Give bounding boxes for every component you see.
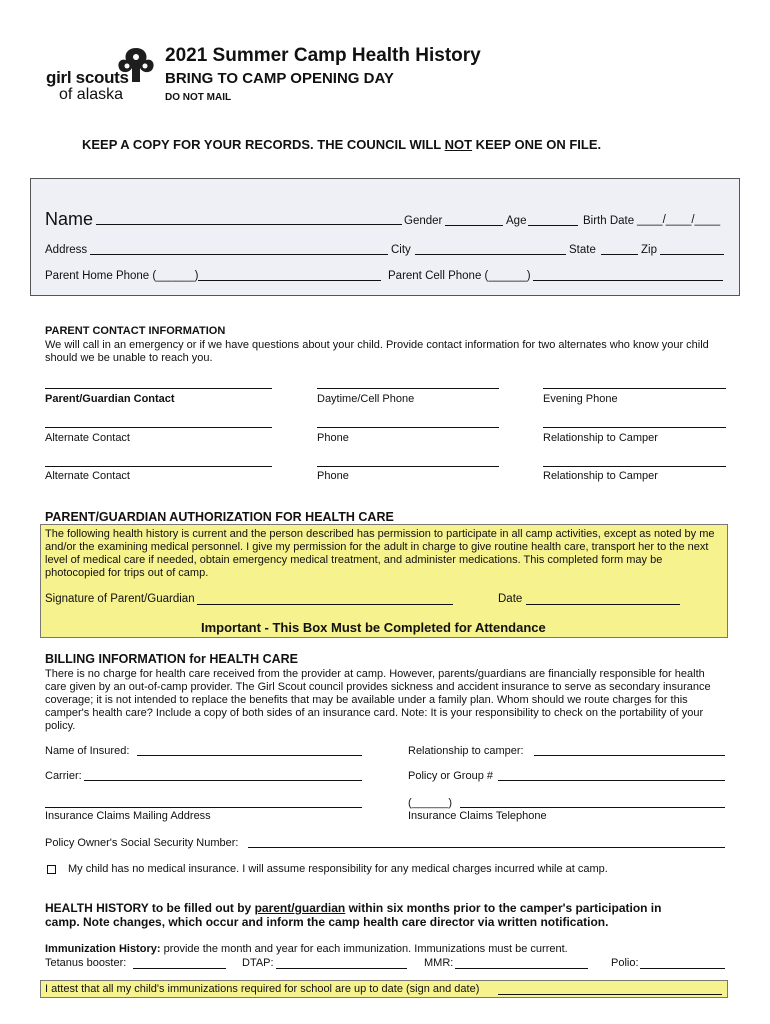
dtap-label: DTAP: <box>242 957 274 969</box>
claims-phone-field[interactable] <box>460 796 725 808</box>
contact-field-3-2[interactable] <box>317 455 499 467</box>
attest-signature-field[interactable] <box>498 983 722 995</box>
billing-text: There is no charge for health care received from the provider at camp. However, parents/guardians are financially responsible for health care given by an out-of-camp provider. The Girl Scout council provides sickness and accident insurance to serve as secondary insurance coverage; it is not intended to replace the benefits that may be available under a family plan. Whom should we route charges for this camper's health care? Include a copy of both sides of an insurance card. Note: It is your responsibility to check on the portability of your policy. <box>45 668 711 732</box>
mmr-field[interactable] <box>455 957 588 969</box>
polio-label: Polio: <box>611 957 639 969</box>
city-label: City <box>391 244 411 256</box>
carrier-field[interactable] <box>84 769 362 781</box>
contact-label-3-1: Alternate Contact <box>45 470 130 482</box>
health-text-b: parent/guardian <box>254 901 346 915</box>
billing-heading: BILLING INFORMATION for HEALTH CARE <box>45 652 298 666</box>
contact-field-2-2[interactable] <box>317 416 499 428</box>
contact-label-3-2: Phone <box>317 470 349 482</box>
contact-label-1-3: Evening Phone <box>543 393 618 405</box>
gender-label: Gender <box>404 215 443 227</box>
birth-date-field[interactable]: ____/____/____ <box>637 214 721 226</box>
ssn-label: Policy Owner's Social Security Number: <box>45 837 239 849</box>
logo-line1: girl scouts <box>46 68 129 87</box>
ssn-field[interactable] <box>248 836 725 848</box>
phone-prefix: (______) <box>408 797 453 809</box>
birth-date-label: Birth Date <box>583 215 635 227</box>
logo <box>44 44 156 104</box>
contact-field-2-1[interactable] <box>45 416 272 428</box>
home-phone-label: Parent Home Phone (______) <box>45 270 199 282</box>
no-insurance-label: My child has no medical insurance. I will assume responsibility for any medical charges incurred while at camp. <box>68 863 608 875</box>
immunization-label: Immunization History: <box>45 943 161 955</box>
health-text-c: within six months prior to the camper's participation in <box>345 901 662 915</box>
state-label: State <box>569 244 596 256</box>
contact-field-3-3[interactable] <box>543 455 726 467</box>
insured-label: Name of Insured: <box>45 745 130 757</box>
health-heading-line2: camp. Note changes, which occur and inform the camp health care director via written notification. <box>45 915 609 929</box>
address-label: Address <box>45 244 88 256</box>
contact-heading: PARENT CONTACT INFORMATION <box>45 325 226 337</box>
mailing-address-label: Insurance Claims Mailing Address <box>45 810 211 822</box>
claims-phone-label: Insurance Claims Telephone <box>408 810 547 822</box>
auth-date-field[interactable] <box>526 592 680 605</box>
contact-field-1-1[interactable] <box>45 377 272 389</box>
notice-text-a: KEEP A COPY FOR YOUR RECORDS. THE COUNCIL WILL <box>82 137 445 152</box>
zip-field[interactable] <box>660 243 724 255</box>
contact-label-1-1: Parent/Guardian Contact <box>45 393 175 405</box>
auth-date-label: Date <box>498 593 523 605</box>
tetanus-field[interactable] <box>133 957 226 969</box>
immunization-history <box>45 943 568 955</box>
gender-field[interactable] <box>445 214 503 226</box>
contact-label-2-2: Phone <box>317 432 349 444</box>
cell-phone-label: Parent Cell Phone (______) <box>388 270 531 282</box>
carrier-label: Carrier: <box>45 770 82 782</box>
do-not-mail-note: DO NOT MAIL <box>165 92 232 103</box>
relationship-field[interactable] <box>534 744 725 756</box>
cell-phone-field[interactable] <box>533 269 723 281</box>
page-title: 2021 Summer Camp Health History <box>165 45 481 66</box>
zip-label: Zip <box>641 244 657 256</box>
mmr-label: MMR: <box>424 957 454 969</box>
immunization-text: provide the month and year for each immunization. Immunizations must be current. <box>160 943 568 955</box>
mailing-address-field[interactable] <box>45 796 362 808</box>
contact-field-1-3[interactable] <box>543 377 726 389</box>
age-label: Age <box>506 215 527 227</box>
auth-text: The following health history is current and the person described has permission to participate in all camp activities, except as noted by me and/or the examining medical personnel. I give my permission for the adult in charge to give routine health care, transport her to the next level of medical care if needed, obtain emergency medical treatment, and administer medications. This completed form may be photocopied for trips out of camp. <box>45 528 715 579</box>
policy-field[interactable] <box>498 769 725 781</box>
state-field[interactable] <box>601 243 638 255</box>
insured-field[interactable] <box>137 744 362 756</box>
contact-desc: We will call in an emergency or if we have questions about your child. Provide contact information for two alternates who know your child should we be unable to reach you. <box>45 339 709 364</box>
contact-label-2-3: Relationship to Camper <box>543 432 658 444</box>
health-text-a: HEALTH HISTORY to be filled out by <box>45 901 255 915</box>
attest-label: I attest that all my child's immunizations required for school are up to date (sign and date) <box>45 983 480 995</box>
address-field[interactable] <box>90 243 388 255</box>
relationship-label: Relationship to camper: <box>408 745 524 757</box>
name-label: Name <box>45 209 94 229</box>
health-heading-line1 <box>45 901 661 915</box>
page-subtitle: BRING TO CAMP OPENING DAY <box>165 70 394 87</box>
contact-label-1-2: Daytime/Cell Phone <box>317 393 415 405</box>
contact-field-2-3[interactable] <box>543 416 726 428</box>
name-field[interactable] <box>96 212 402 225</box>
tetanus-label: Tetanus booster: <box>45 957 127 969</box>
age-field[interactable] <box>528 214 578 226</box>
no-insurance-checkbox[interactable] <box>47 865 56 874</box>
dtap-field[interactable] <box>276 957 407 969</box>
polio-field[interactable] <box>640 957 725 969</box>
logo-line2: of alaska <box>59 86 124 103</box>
policy-label: Policy or Group # <box>408 770 493 782</box>
signature-field[interactable] <box>197 592 453 605</box>
contact-field-1-2[interactable] <box>317 377 499 389</box>
notice-emph: NOT <box>444 137 473 152</box>
auth-heading: PARENT/GUARDIAN AUTHORIZATION FOR HEALTH CARE <box>45 510 394 524</box>
notice-text-b: KEEP ONE ON FILE. <box>472 137 602 152</box>
home-phone-field[interactable] <box>198 269 381 281</box>
records-notice <box>82 137 601 152</box>
contact-label-3-3: Relationship to Camper <box>543 470 658 482</box>
contact-label-2-1: Alternate Contact <box>45 432 130 444</box>
important-banner: Important - This Box Must be Completed for Attendance <box>201 620 546 635</box>
contact-field-3-1[interactable] <box>45 455 272 467</box>
city-field[interactable] <box>415 243 566 255</box>
signature-label: Signature of Parent/Guardian <box>45 593 195 605</box>
